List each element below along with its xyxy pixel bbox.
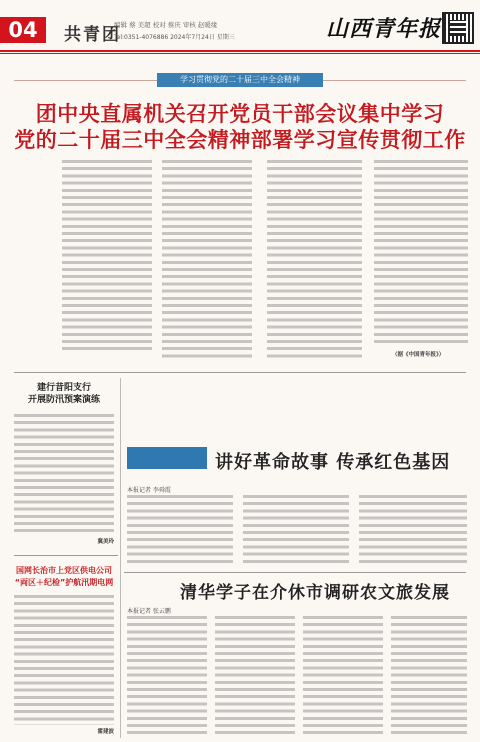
header-rule-thin: [0, 53, 480, 54]
section-title: 共青团: [64, 25, 121, 45]
bottom-text-col-2: [215, 616, 295, 736]
middle-text-col-2: [243, 495, 349, 563]
text-column-4: [374, 160, 468, 346]
left-top-article: [14, 382, 114, 547]
topic-banner: 学习贯彻党的二十届三中全会精神: [157, 73, 323, 87]
main-headline-line1: 团中央直属机关召开党员干部会议集中学习: [35, 102, 445, 126]
page-header: [0, 0, 480, 52]
left-divider: [14, 555, 118, 556]
bottom-text-col-4: [391, 616, 467, 736]
text-column-1: [62, 160, 152, 354]
text-column-3: [267, 160, 362, 360]
middle-text-col-1: [127, 495, 233, 563]
text-column-2: [162, 160, 252, 360]
bottom-article-byline: 本报记者 张云鹏: [127, 608, 171, 615]
middle-article-body: [127, 495, 467, 565]
left-top-body: [14, 414, 114, 534]
bottom-text-col-3: [303, 616, 383, 736]
left-bottom-body: [14, 595, 114, 725]
middle-text-col-3: [359, 495, 467, 563]
date-line: Tel:0351-4076886 2024年7月24日 星期三: [114, 34, 235, 41]
section-tag-graphic: [127, 447, 207, 469]
main-article-credit: （据《中国青年报》）: [392, 352, 445, 358]
left-bottom-title-line1: 国网长治市上党区供电公司: [16, 566, 112, 575]
left-bottom-title-line2: “両区＋纪检”护航汛期电网: [14, 578, 114, 587]
left-top-title-line2: 开展防汛预案演练: [27, 395, 100, 405]
middle-article-byline: 本报记者 李舜霞: [127, 487, 171, 494]
section-divider-2: [124, 572, 466, 573]
main-article-body: [62, 160, 468, 360]
bottom-article-body: [127, 616, 467, 738]
page-number: 04: [0, 17, 46, 43]
qr-code-icon: [442, 12, 474, 44]
left-top-author: 冀美玲: [97, 539, 114, 545]
bottom-text-col-1: [127, 616, 207, 736]
left-top-title-line1: 建行昔阳支行: [36, 383, 91, 393]
newspaper-logo: 山西青年报: [326, 16, 442, 42]
left-bottom-article: [14, 565, 114, 737]
main-headline-line2: 党的二十届三中全会精神部署学习宣传贯彻工作: [14, 128, 466, 152]
section-divider-1: [14, 372, 466, 373]
editor-line: 编辑 蔡 美超 校对 蔡庆 审核 赵暖缘: [114, 21, 218, 29]
bottom-article-title: 清华学子在介休市调研农文旅发展: [180, 583, 450, 603]
left-bottom-author: 霍建波: [97, 729, 114, 735]
column-divider: [120, 378, 121, 738]
header-rule: [0, 50, 480, 52]
middle-article-title: 讲好革命故事 传承红色基因: [215, 452, 451, 473]
